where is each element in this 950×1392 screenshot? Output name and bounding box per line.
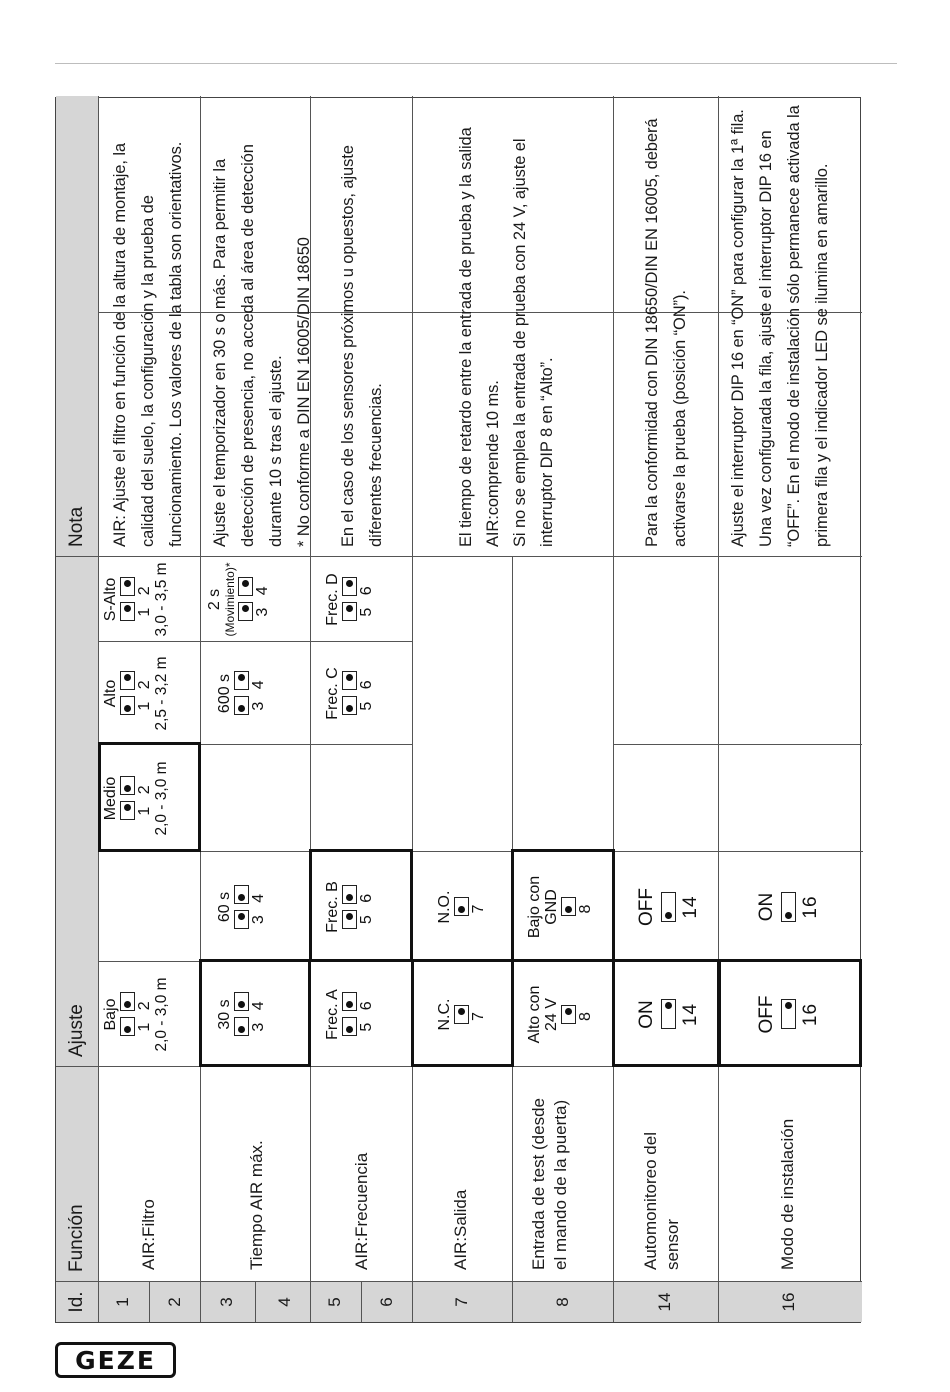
option-no bbox=[436, 852, 487, 962]
function-cell: Automonitoreo del sensor bbox=[641, 1132, 682, 1270]
dip-numbers: 1 2 bbox=[136, 781, 154, 816]
dip-switch bbox=[661, 892, 676, 922]
option-label: Bajo bbox=[102, 998, 119, 1031]
geze-logo bbox=[55, 1342, 176, 1378]
option-label: 60 s bbox=[216, 891, 233, 923]
note-text: AIR: Ajuste el filtro en función de la altura de montaje, la calidad del suelo, la configuración y la prueba de funcionamiento. Los valores de la tabla son orientativos. bbox=[111, 141, 185, 547]
option-install-on bbox=[756, 852, 822, 962]
dip-numbers: 5 6 bbox=[358, 676, 376, 711]
option-high bbox=[102, 642, 170, 745]
settings-table bbox=[55, 97, 861, 1323]
note-text: Ajuste el interruptor DIP 16 en “ON” para configurar la 1ª fila. Una vez configurada la fila, ajuste el interruptor DIP 16 en “OFF”. En el modo de instalación sólo permanece activada la primera fila y el indicador LED se ilumina en amarillo. bbox=[729, 105, 831, 547]
dip-numbers: 5 6 bbox=[358, 997, 376, 1032]
option-freq-a bbox=[324, 962, 375, 1067]
option-label: Alto bbox=[102, 679, 119, 708]
dip-numbers: 1 2 bbox=[136, 997, 154, 1032]
header-note: Nota bbox=[66, 506, 87, 547]
id-cell: 3 bbox=[217, 1297, 236, 1307]
dip-numbers: 14 bbox=[680, 1002, 701, 1027]
option-2s bbox=[206, 557, 271, 642]
dip-switch bbox=[342, 603, 357, 622]
dip-switch bbox=[234, 1018, 249, 1037]
dip-switch bbox=[342, 1018, 357, 1037]
id-cell: 16 bbox=[779, 1292, 798, 1312]
dip-switch bbox=[342, 697, 357, 716]
function-cell: Entrada de test (desde el mando de la puerta) bbox=[529, 1097, 570, 1270]
dip-switch bbox=[342, 672, 357, 691]
range-text: 3,0 - 3,5 m bbox=[153, 562, 171, 637]
option-60s bbox=[216, 852, 267, 962]
range-text: 2,0 - 3,0 m bbox=[153, 761, 171, 836]
option-label: ON bbox=[756, 892, 777, 922]
dip-numbers: 3 4 bbox=[254, 582, 272, 617]
dip-switch bbox=[454, 898, 469, 917]
dip-switch bbox=[342, 993, 357, 1012]
dip-switch bbox=[234, 910, 249, 929]
option-label: Frec. D bbox=[324, 573, 341, 626]
dip-switch bbox=[120, 777, 135, 796]
header-function: Función bbox=[66, 1204, 87, 1272]
option-label: N.C. bbox=[436, 998, 453, 1031]
dip-numbers: 3 4 bbox=[250, 997, 268, 1032]
header-id: Id. bbox=[66, 1291, 87, 1313]
option-on bbox=[636, 962, 702, 1067]
option-label: Frec. A bbox=[324, 989, 341, 1040]
row-line bbox=[718, 96, 719, 1322]
row-line bbox=[200, 96, 201, 1322]
dip-numbers: 5 6 bbox=[358, 889, 376, 925]
function-cell: AIR:Filtro bbox=[139, 1199, 158, 1270]
dip-numbers: 1 2 bbox=[136, 676, 154, 711]
header-setting: Ajuste bbox=[66, 1004, 87, 1057]
option-600s bbox=[216, 642, 267, 745]
logo-text: GEZE bbox=[75, 1345, 156, 1375]
id-cell: 5 bbox=[325, 1297, 344, 1307]
col-line bbox=[56, 556, 862, 557]
note-text: En el caso de los sensores próximos u opuestos, ajuste diferentes frecuencias. bbox=[339, 145, 385, 547]
dip-switch bbox=[234, 885, 249, 904]
option-30s bbox=[216, 962, 267, 1067]
option-freq-b bbox=[324, 852, 375, 962]
dip-numbers: 8 bbox=[577, 900, 595, 914]
dip-switch bbox=[342, 910, 357, 929]
option-sublabel: (Movimiento)* bbox=[223, 562, 237, 637]
dip-switch bbox=[342, 885, 357, 904]
dip-switch bbox=[120, 993, 135, 1012]
id-cell: 14 bbox=[655, 1292, 674, 1312]
row-line bbox=[613, 96, 614, 1322]
function-cell: AIR:Salida bbox=[451, 1189, 470, 1270]
note-text: * No conforme a DIN EN 16005/DIN 18650 bbox=[295, 237, 313, 547]
option-freq-d bbox=[324, 557, 375, 642]
option-freq-c bbox=[324, 642, 375, 745]
id-subrow-line bbox=[255, 1282, 256, 1322]
dip-switch bbox=[781, 892, 796, 922]
dip-switch bbox=[561, 898, 576, 917]
option-label: OFF bbox=[636, 888, 657, 926]
option-label: Medio bbox=[102, 776, 119, 821]
option-off bbox=[636, 852, 702, 962]
note-cell bbox=[724, 102, 836, 547]
option-nc bbox=[436, 962, 487, 1067]
option-label: Alto con 24 V bbox=[526, 985, 560, 1044]
note-cell bbox=[334, 102, 390, 547]
id-cell: 8 bbox=[553, 1297, 572, 1307]
function-cell: Tiempo AIR máx. bbox=[247, 1140, 266, 1270]
option-label: 30 s bbox=[216, 999, 233, 1030]
dip-numbers: 5 6 bbox=[358, 582, 376, 617]
dip-switch bbox=[234, 993, 249, 1012]
option-super-high bbox=[102, 557, 170, 642]
id-cell: 2 bbox=[165, 1297, 184, 1307]
note-cell bbox=[453, 102, 561, 547]
dip-switch bbox=[234, 697, 249, 716]
id-cell: 4 bbox=[275, 1297, 294, 1307]
id-subrow-line bbox=[361, 1282, 362, 1322]
dip-switch bbox=[342, 578, 357, 597]
option-install-off bbox=[756, 962, 822, 1067]
dip-switch bbox=[238, 603, 253, 622]
dip-switch bbox=[561, 1005, 576, 1024]
dip-switch bbox=[120, 603, 135, 622]
row-line bbox=[98, 96, 99, 1322]
dip-numbers: 7 bbox=[470, 900, 488, 914]
option-high-24v bbox=[526, 962, 594, 1067]
option-label: N.O. bbox=[436, 890, 453, 924]
note-cell bbox=[106, 102, 190, 547]
dip-numbers: 7 bbox=[470, 1008, 488, 1021]
option-label: ON bbox=[636, 1000, 657, 1029]
dip-switch bbox=[120, 1018, 135, 1037]
id-cell: 7 bbox=[452, 1297, 471, 1307]
note-cell bbox=[206, 102, 318, 547]
dip-switch bbox=[120, 697, 135, 716]
option-low bbox=[102, 962, 170, 1067]
option-label: Frec. B bbox=[324, 881, 341, 933]
note-text: Si no se emplea la entrada de prueba con 24 V, ajuste el interruptor DIP 8 en “Alto”. bbox=[511, 138, 556, 547]
dip-switch bbox=[120, 802, 135, 821]
id-subrow-line bbox=[149, 1282, 150, 1322]
dip-switch bbox=[234, 672, 249, 691]
note-text: El tiempo de retardo entre la entrada de prueba y la salida AIR:comprende 10 ms. bbox=[457, 127, 502, 547]
id-cell: 1 bbox=[113, 1297, 132, 1307]
option-label: 2 s bbox=[206, 588, 223, 611]
option-label: 600 s bbox=[216, 673, 233, 714]
dip-numbers: 3 4 bbox=[250, 889, 268, 925]
dip-numbers: 16 bbox=[800, 1002, 821, 1027]
dip-numbers: 1 2 bbox=[136, 582, 154, 617]
range-text: 2,5 - 3,2 m bbox=[153, 656, 171, 731]
option-label: Frec. C bbox=[324, 667, 341, 720]
dip-switch bbox=[454, 1005, 469, 1024]
function-cell: Modo de instalación bbox=[778, 1118, 797, 1270]
dip-numbers: 16 bbox=[800, 895, 821, 919]
dip-numbers: 14 bbox=[680, 895, 701, 919]
range-text: 2,0 - 3,0 m bbox=[153, 977, 171, 1052]
function-cell: AIR:Frecuencia bbox=[352, 1152, 371, 1270]
option-label: S-Alto bbox=[102, 577, 119, 622]
col-line bbox=[613, 744, 862, 745]
option-label: Bajo con GND bbox=[526, 875, 560, 939]
settings-table-rotated bbox=[55, 97, 861, 1323]
row-line bbox=[412, 96, 413, 1322]
dip-switch bbox=[238, 578, 253, 597]
option-label: OFF bbox=[756, 995, 777, 1034]
dip-numbers: 8 bbox=[577, 1008, 595, 1021]
id-cell: 6 bbox=[377, 1297, 396, 1307]
dip-switch bbox=[120, 578, 135, 597]
note-text: Ajuste el temporizador en 30 s o más. Para permitir la detección de presencia, no acceda al área de detección durante 10 s tras el ajuste. bbox=[211, 144, 285, 547]
option-low-gnd bbox=[526, 852, 594, 962]
dip-switch bbox=[781, 1000, 796, 1030]
dip-switch bbox=[661, 1000, 676, 1030]
note-text: Para la conformidad con DIN 18650/DIN EN 16005, deberá activarse la prueba (posición “ON”). bbox=[643, 118, 689, 547]
note-cell bbox=[638, 102, 694, 547]
option-medium bbox=[102, 745, 170, 852]
top-rule bbox=[55, 63, 897, 64]
dip-switch bbox=[120, 672, 135, 691]
dip-numbers: 3 4 bbox=[250, 676, 268, 711]
